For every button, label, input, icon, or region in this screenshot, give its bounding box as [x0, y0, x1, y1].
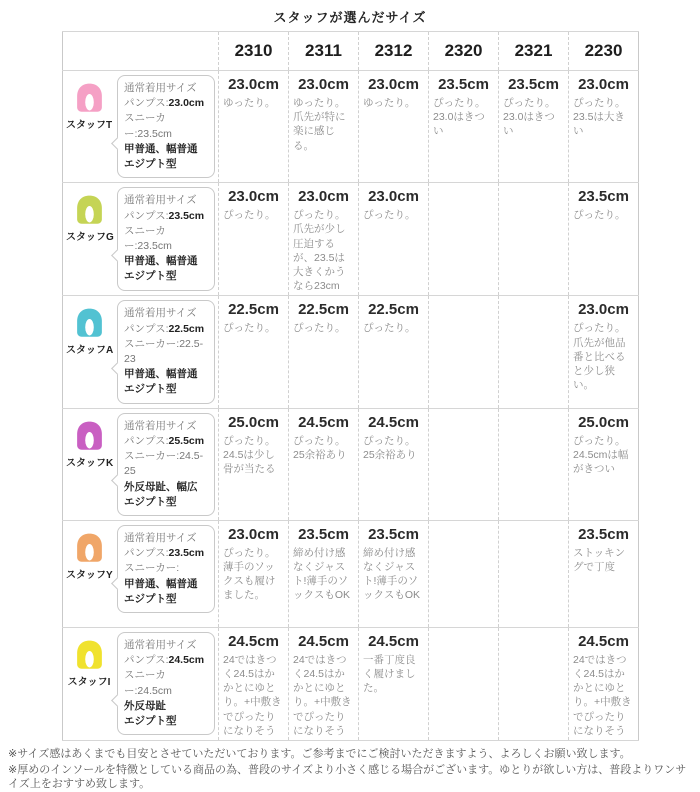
pumps-size: 23.5cm [168, 209, 205, 222]
column-header: 2310 [219, 32, 289, 71]
size-value: 23.5cm [578, 188, 629, 206]
column-header: 2312 [359, 32, 429, 71]
size-note: 24ではきつく24.5はかかとにゆとり。+中敷きでぴったりになりそう [223, 653, 282, 737]
staff-avatar-icon [73, 307, 106, 340]
size-value: 22.5cm [298, 301, 349, 319]
size-note: 24ではきつく24.5はかかとにゆとり。+中敷きでぴったりになりそう [293, 653, 352, 737]
foot-shape: エジプト型 [124, 495, 177, 508]
sneaker-size: スニーカー: [124, 562, 180, 575]
profile-bubble [117, 525, 215, 613]
note-line: ※サイズ感はあくまでも目安とさせていただいております。ご参考までにご検討いただきますよう、よろしくお願い致します。 [8, 748, 631, 760]
pumps-label: パンプス: [124, 97, 169, 110]
size-value: 23.0cm [368, 76, 419, 93]
size-note: ぴったり。23.5は大きい [573, 97, 626, 138]
profile-bubble [117, 187, 215, 290]
pumps-label: パンプス: [124, 434, 169, 447]
size-note: 一番丁度良く履けました。 [363, 653, 416, 695]
size-cell [219, 71, 289, 183]
staff-profile-cell [63, 296, 219, 408]
size-value: 23.0cm [578, 76, 629, 93]
size-cell [289, 183, 359, 296]
size-note: ぴったり。23.0はきつい [433, 97, 486, 138]
size-cell [219, 183, 289, 296]
size-value: 23.0cm [228, 525, 279, 543]
pumps-size: 22.5cm [168, 322, 205, 335]
size-value: 23.0cm [298, 188, 349, 206]
staff-name: スタッフY [66, 569, 113, 581]
size-value: 23.5cm [508, 76, 559, 93]
table-row [63, 408, 639, 520]
sneaker-size: スニーカー:23.5cm [124, 112, 172, 140]
corner-cell [63, 32, 219, 71]
usual-size-label: 通常着用サイズ [124, 531, 197, 544]
foot-shape: エジプト型 [124, 715, 177, 728]
staff-profile-cell [63, 520, 219, 627]
size-cell [359, 627, 429, 740]
size-note: ゆったり。 [223, 97, 276, 109]
sneaker-size: スニーカー:22.5-23 [124, 337, 204, 365]
pumps-size-line [124, 96, 208, 111]
size-value: 24.5cm [368, 413, 419, 431]
size-table-wrap [62, 31, 700, 741]
foot-width: 外反母趾、幅広 [124, 480, 198, 493]
size-value: 23.0cm [368, 188, 419, 206]
size-note: 締め付け感なくジャスト!薄手のソックスもOK [363, 546, 421, 602]
pumps-label: パンプス: [124, 654, 169, 667]
size-cell [289, 408, 359, 520]
size-cell [219, 627, 289, 740]
size-note: ストッキングで丁度 [573, 546, 626, 574]
table-row [63, 183, 639, 296]
foot-width: 甲普通、幅普通 [124, 577, 198, 590]
size-cell [569, 627, 639, 740]
size-cell [219, 296, 289, 408]
size-value: 23.0cm [228, 76, 279, 93]
footer-notes [8, 747, 694, 792]
note-line: ※厚めのインソールを特徴としている商品の為、普段のサイズより小さく感じる場合がございます。ゆとりが欲しい方は、普段よりワンサイズ上をおすすめ致します。 [8, 763, 687, 791]
staff-avatar-block [66, 632, 112, 688]
size-cell [569, 183, 639, 296]
size-cell [359, 520, 429, 627]
sneaker-size: スニーカー:24.5-25 [124, 450, 204, 478]
size-value: 23.0cm [228, 188, 279, 206]
table-row [63, 71, 639, 183]
staff-profile-cell [63, 183, 219, 296]
foot-shape: エジプト型 [124, 383, 177, 396]
size-value: 22.5cm [228, 301, 279, 319]
size-note: ぴったり。 [573, 209, 626, 222]
table-row [63, 627, 639, 740]
column-header: 2311 [289, 32, 359, 71]
pumps-size-line [124, 322, 208, 337]
size-cell [499, 408, 569, 520]
page-title: スタッフが選んだサイズ [273, 10, 427, 25]
size-value: 25.0cm [578, 413, 629, 431]
size-cell [289, 296, 359, 408]
staff-avatar-icon [73, 639, 106, 672]
size-cell [499, 296, 569, 408]
foot-shape: エジプト型 [124, 158, 177, 171]
size-value: 23.5cm [368, 525, 419, 543]
size-value: 23.0cm [578, 301, 629, 319]
size-value: 23.0cm [298, 76, 349, 93]
staff-name: スタッフK [66, 457, 114, 469]
foot-width: 外反母趾 [124, 699, 166, 712]
pumps-label: パンプス: [124, 322, 169, 335]
pumps-size: 24.5cm [168, 654, 205, 667]
size-note: ぴったり。 [223, 209, 276, 222]
staff-profile-cell [63, 627, 219, 740]
size-value: 23.5cm [438, 76, 489, 93]
size-value: 24.5cm [298, 632, 349, 650]
header-row [63, 32, 639, 71]
size-cell [569, 408, 639, 520]
pumps-size-line [124, 434, 208, 449]
size-note: ぴったり。23.0はきつい [503, 97, 556, 138]
size-note: ぴったり。爪先が少し圧迫するが、23.5は大きくかうなら23cm [293, 209, 346, 293]
usual-size-label: 通常着用サイズ [124, 194, 197, 207]
staff-avatar-icon [73, 194, 106, 227]
foot-width: 甲普通、幅普通 [124, 142, 198, 155]
size-cell [219, 408, 289, 520]
size-cell [429, 408, 499, 520]
size-cell [289, 520, 359, 627]
size-cell [359, 183, 429, 296]
staff-name: スタッフG [66, 232, 114, 244]
profile-bubble [117, 413, 215, 516]
size-value: 24.5cm [578, 632, 629, 650]
sneaker-size: スニーカー:24.5cm [124, 669, 172, 697]
size-cell [569, 520, 639, 627]
pumps-size: 23.5cm [168, 547, 205, 560]
staff-avatar-block [66, 413, 112, 469]
size-cell [289, 71, 359, 183]
size-cell [429, 296, 499, 408]
size-cell [289, 627, 359, 740]
size-cell [429, 71, 499, 183]
pumps-label: パンプス: [124, 547, 169, 560]
table-body [63, 71, 639, 741]
size-note: ぴったり。24.5は少し骨が当たる [223, 434, 276, 475]
size-cell [359, 296, 429, 408]
size-cell [429, 183, 499, 296]
size-cell [429, 627, 499, 740]
size-note: ぴったり。 [293, 322, 346, 335]
table-row [63, 520, 639, 627]
column-header: 2230 [569, 32, 639, 71]
size-cell [499, 71, 569, 183]
table-row [63, 296, 639, 408]
column-header: 2321 [499, 32, 569, 71]
staff-avatar-block [66, 525, 112, 581]
staff-profile-cell [63, 408, 219, 520]
foot-shape: エジプト型 [124, 270, 177, 283]
size-value: 24.5cm [228, 632, 279, 650]
staff-avatar-block [66, 75, 112, 131]
size-value: 25.0cm [228, 413, 279, 431]
size-value: 23.5cm [578, 525, 629, 543]
staff-name: スタッフI [67, 676, 111, 688]
profile-bubble [117, 632, 215, 735]
staff-name: スタッフA [66, 345, 114, 357]
staff-avatar-block [66, 187, 112, 243]
size-note: ぴったり。薄手のソックスも履けました。 [223, 546, 276, 602]
foot-shape: エジプト型 [124, 592, 177, 605]
staff-avatar-icon [73, 82, 106, 115]
sneaker-size: スニーカー:23.5cm [124, 224, 172, 252]
column-header: 2320 [429, 32, 499, 71]
size-cell [569, 296, 639, 408]
pumps-label: パンプス: [124, 209, 169, 222]
size-note: 24ではきつく24.5はかかとにゆとり。+中敷きでぴったりになりそう [573, 653, 632, 737]
size-note: ゆったり。爪先が特に楽に感じる。 [293, 97, 346, 152]
pumps-size-line [124, 546, 208, 561]
usual-size-label: 通常着用サイズ [124, 419, 197, 432]
size-cell [359, 408, 429, 520]
size-value: 22.5cm [368, 301, 419, 319]
size-cell [219, 520, 289, 627]
staff-avatar-block [66, 300, 112, 356]
staff-avatar-icon [73, 532, 106, 565]
staff-name: スタッフT [66, 120, 113, 131]
size-note: ぴったり。 [363, 209, 416, 222]
size-note: ぴったり。24.5cmは幅がきつい [573, 434, 629, 475]
size-note: ぴったり。25余裕あり [363, 434, 417, 461]
usual-size-label: 通常着用サイズ [124, 307, 197, 320]
staff-size-table [62, 31, 639, 741]
foot-width: 甲普通、幅普通 [124, 368, 198, 381]
size-value: 23.5cm [298, 525, 349, 543]
size-note: ゆったり。 [363, 97, 416, 109]
size-note: 締め付け感なくジャスト!薄手のソックスもOK [293, 546, 351, 602]
pumps-size: 25.5cm [168, 434, 205, 447]
size-cell [429, 520, 499, 627]
pumps-size-line [124, 209, 208, 224]
size-note: ぴったり。25余裕あり [293, 434, 347, 461]
size-value: 24.5cm [368, 632, 419, 650]
size-value: 24.5cm [298, 413, 349, 431]
size-cell [499, 183, 569, 296]
size-cell [359, 71, 429, 183]
profile-bubble [117, 75, 215, 178]
profile-bubble [117, 300, 215, 403]
foot-width: 甲普通、幅普通 [124, 255, 198, 268]
size-note: ぴったり。爪先が他品番と比べると少し狭い。 [573, 322, 626, 392]
size-note: ぴったり。 [223, 322, 276, 335]
staff-avatar-icon [73, 420, 106, 453]
size-cell [499, 627, 569, 740]
usual-size-label: 通常着用サイズ [124, 82, 197, 94]
usual-size-label: 通常着用サイズ [124, 638, 197, 651]
size-cell [569, 71, 639, 183]
staff-profile-cell [63, 71, 219, 183]
pumps-size: 23.0cm [168, 97, 205, 110]
pumps-size-line [124, 653, 208, 668]
size-cell [499, 520, 569, 627]
size-note: ぴったり。 [363, 322, 416, 335]
